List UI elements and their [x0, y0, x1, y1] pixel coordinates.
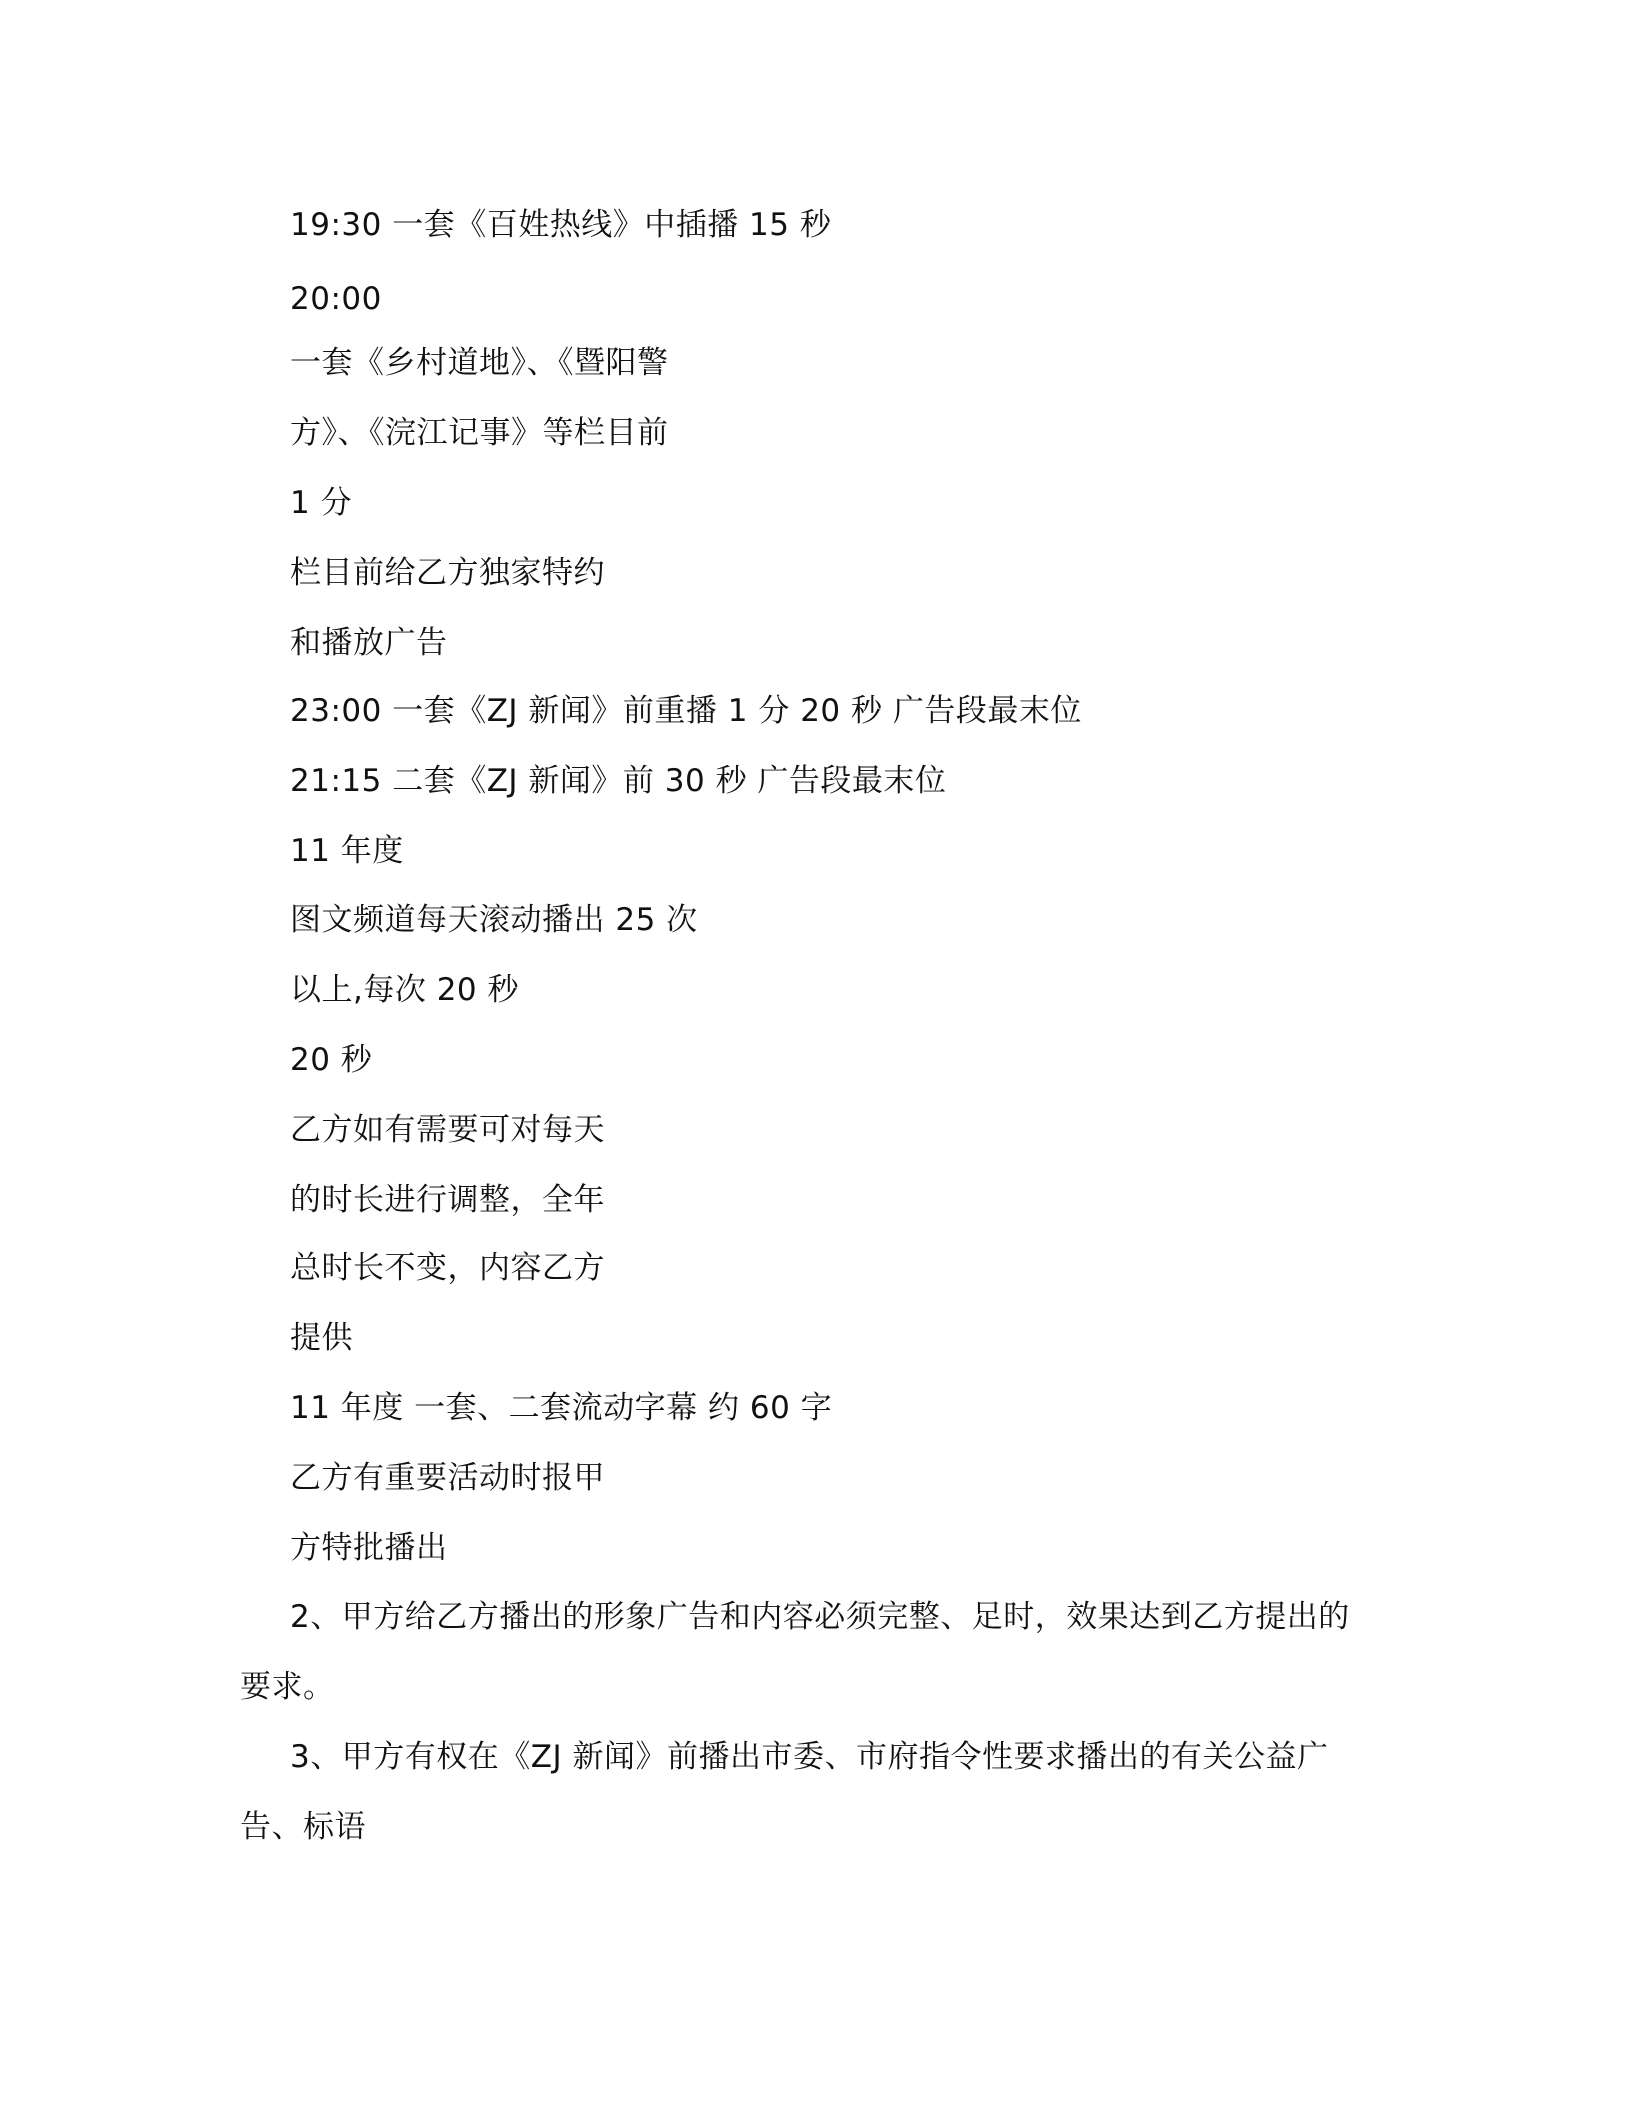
text-line: 1 分: [290, 485, 353, 521]
text-line: 乙方如有需要可对每天: [290, 1112, 605, 1148]
text-line: 21:15 二套《ZJ 新闻》前 30 秒 广告段最末位: [290, 763, 947, 799]
text-line: 总时长不变，内容乙方: [290, 1250, 605, 1286]
text-line: 一套《乡村道地》、《暨阳警: [290, 345, 669, 381]
text-line: 19:30 一套《百姓热线》中插播 15 秒: [290, 207, 832, 243]
paragraph-line: 告、标语: [240, 1809, 366, 1845]
paragraph-line: 2、甲方给乙方播出的形象广告和内容必须完整、足时，效果达到乙方提出的: [290, 1599, 1350, 1635]
text-line: 栏目前给乙方独家特约: [290, 555, 605, 591]
text-line: 20:00: [290, 281, 382, 317]
text-line: 23:00 一套《ZJ 新闻》前重播 1 分 20 秒 广告段最末位: [290, 693, 1082, 729]
text-line: 20 秒: [290, 1042, 373, 1078]
text-line: 11 年度: [290, 833, 404, 869]
text-line: 以上,每次 20 秒: [290, 972, 520, 1008]
text-line: 的时长进行调整，全年: [290, 1182, 605, 1218]
text-line: 11 年度 一套、二套流动字幕 约 60 字: [290, 1390, 833, 1426]
paragraph-line: 要求。: [240, 1669, 335, 1705]
text-line: 方特批播出: [290, 1530, 448, 1566]
text-line: 乙方有重要活动时报甲: [290, 1460, 605, 1496]
text-line: 提供: [290, 1320, 353, 1356]
text-line: 图文频道每天滚动播出 25 次: [290, 902, 698, 938]
paragraph-line: 3、甲方有权在《ZJ 新闻》前播出市委、市府指令性要求播出的有关公益广: [290, 1739, 1329, 1775]
text-line: 和播放广告: [290, 625, 448, 661]
text-line: 方》、《浣江记事》等栏目前: [290, 415, 669, 451]
